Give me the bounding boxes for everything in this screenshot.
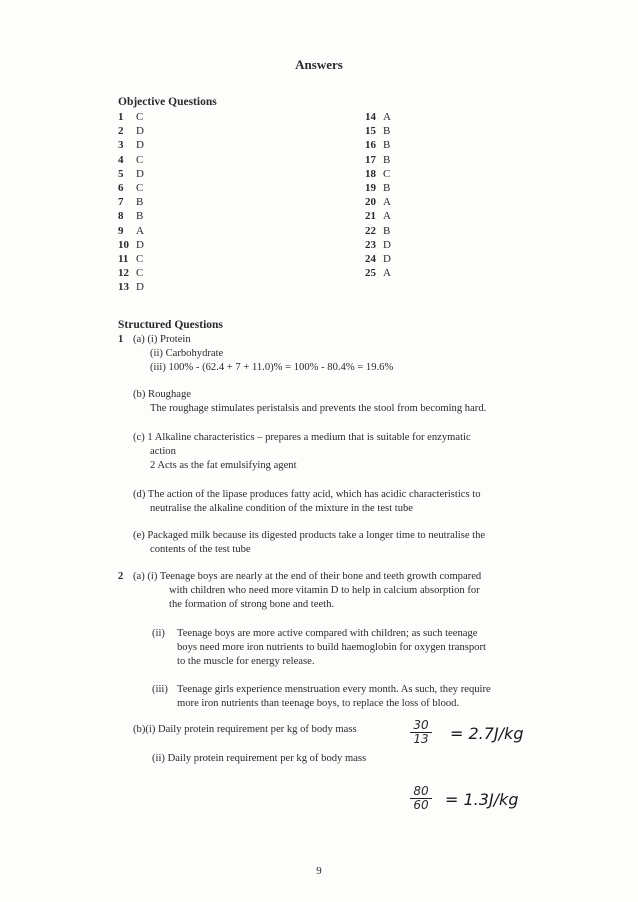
question-number: 8 [118,210,124,223]
objective-answer-row [118,110,144,124]
objective-heading: Objective Questions [118,96,217,108]
q1-d-line2: neutralise the alkaline condition of the mixture in the test tube [150,503,414,514]
q2-a-i-line1: (a) (i) Teenage boys are nearly at the end of their bone and teeth growth compared [133,571,482,582]
q2-a-ii-line2: boys need more iron nutrients to build haemoglobin for oxygen transport [177,642,486,653]
fraction-2-numerator: 80 [413,784,429,798]
question-number: 1 [118,111,124,123]
objective-answer-row [365,209,391,223]
objective-answer-row [365,252,391,266]
answer-letter: D [136,238,144,251]
q1-a-ii: (ii) Carbohydrate [150,348,224,359]
answer-letter: A [383,196,391,209]
q1-e-line1: (e) Packaged milk because its digested products take a longer time to neutralise the [133,530,486,541]
objective-answer-row [118,124,144,138]
objective-answer-row [365,224,391,238]
objective-answer-row [118,252,144,266]
objective-answer-row [118,280,144,294]
q1-d-line1: (d) The action of the lipase produces fatty acid, which has acidic characteristics to [133,489,481,500]
fraction-2-denominator: 60 [410,798,432,812]
objective-answer-row [365,153,391,167]
answer-letter: D [383,253,391,266]
q1-c-1-cont: action [150,446,176,457]
answer-letter: D [136,281,144,294]
objective-answer-row [118,138,144,152]
question-number: 2 [118,125,124,138]
objective-answer-row [365,138,391,152]
objective-answer-row [118,266,144,280]
objective-answer-row [365,195,391,209]
objective-answer-row [118,209,144,223]
q2-b-ii: (ii) Daily protein requirement per kg of body mass [152,753,367,764]
fraction-1-numerator: 30 [413,718,429,732]
answer-letter: C [136,253,144,266]
q2-a-ii-label: (ii) [152,628,165,639]
answer-letter: C [136,267,144,280]
q2-a-iii-line2: more iron nutrients than teenage boys, to replace the loss of blood. [177,698,460,709]
answer-letter: D [136,125,144,138]
q1-number: 1 [118,334,124,345]
answer-letter: D [383,238,391,251]
question-number: 21 [365,210,376,223]
q2-a-iii-label: (iii) [152,684,168,695]
answer-letter: D [136,139,144,152]
question-number: 9 [118,224,124,237]
structured-heading: Structured Questions [118,319,223,331]
question-number: 22 [365,224,376,237]
q2-number: 2 [118,571,124,582]
page-title: Answers [295,57,343,72]
question-number: 18 [365,167,376,180]
q2-a-i-line2: with children who need more vitamin D to help in calcium absorption for [169,585,480,596]
objective-answer-row [118,167,144,181]
answer-letter: B [383,182,391,195]
answer-letter: C [383,167,391,180]
question-number: 11 [118,253,129,266]
question-number: 16 [365,139,376,152]
objective-answer-row [365,266,391,280]
question-number: 15 [365,125,376,138]
objective-answer-row [365,110,391,124]
answer-letter: B [136,210,144,223]
answer-letter: B [383,153,391,166]
objective-answer-row [365,238,391,252]
handwritten-fraction-2 [410,785,432,812]
question-number: 19 [365,182,376,195]
question-number: 12 [118,267,129,280]
objective-answer-row [118,238,144,252]
objective-answer-row [118,224,144,238]
question-number: 5 [118,167,124,180]
q1-b-text: The roughage stimulates peristalsis and prevents the stool from becoming hard. [150,403,487,414]
question-number: 24 [365,253,376,266]
objective-answers-right [365,110,391,280]
answer-letter: A [383,267,391,280]
answer-letter: B [136,196,144,209]
question-number: 7 [118,196,124,209]
q1-e-line2: contents of the test tube [150,544,251,555]
handwritten-answer-2: = 1.3J/kg [445,790,519,809]
answer-letter: C [136,153,144,166]
q1-a-iii: (iii) 100% - (62.4 + 7 + 11.0)% = 100% - 80.4% = 19.6% [150,362,394,373]
question-number: 4 [118,153,124,166]
q1-b-label: (b) Roughage [133,389,191,400]
question-number: 3 [118,139,124,152]
question-number: 25 [365,267,376,280]
objective-answer-row [118,153,144,167]
question-number: 6 [118,182,124,195]
question-number: 17 [365,153,376,166]
objective-answer-row [118,195,144,209]
q2-b-i: (b)(i) Daily protein requirement per kg of body mass [133,724,357,735]
answer-letter: B [383,224,391,237]
answer-letter: A [383,210,391,223]
question-number: 14 [365,111,376,123]
fraction-1-denominator: 13 [410,732,432,746]
answer-letter: A [383,111,391,123]
answer-letter: C [136,111,144,123]
q2-a-iii-line1: Teenage girls experience menstruation every month. As such, they require [177,684,491,695]
answer-letter: B [383,139,391,152]
objective-answers-left [118,110,144,295]
answer-letter: A [136,224,144,237]
handwritten-fraction-1 [410,719,432,746]
page-number: 9 [316,865,322,877]
objective-answer-row [365,124,391,138]
q2-a-ii-line1: Teenage boys are more active compared with children; as such teenage [177,628,478,639]
q1-c-2: 2 Acts as the fat emulsifying agent [150,460,297,471]
answer-letter: C [136,182,144,195]
q1-c-1: (c) 1 Alkaline characteristics – prepares a medium that is suitable for enzymatic [133,432,471,443]
objective-answer-row [365,181,391,195]
objective-answer-row [365,167,391,181]
answer-letter: B [383,125,391,138]
question-number: 10 [118,238,129,251]
question-number: 23 [365,238,376,251]
question-number: 20 [365,196,376,209]
question-number: 13 [118,281,129,294]
answer-letter: D [136,167,144,180]
handwritten-answer-1: = 2.7J/kg [450,724,524,743]
q2-a-i-line3: the formation of strong bone and teeth. [169,599,335,610]
q1-a-i: (a) (i) Protein [133,334,191,345]
objective-answer-row [118,181,144,195]
q2-a-ii-line3: to the muscle for energy release. [177,656,315,667]
